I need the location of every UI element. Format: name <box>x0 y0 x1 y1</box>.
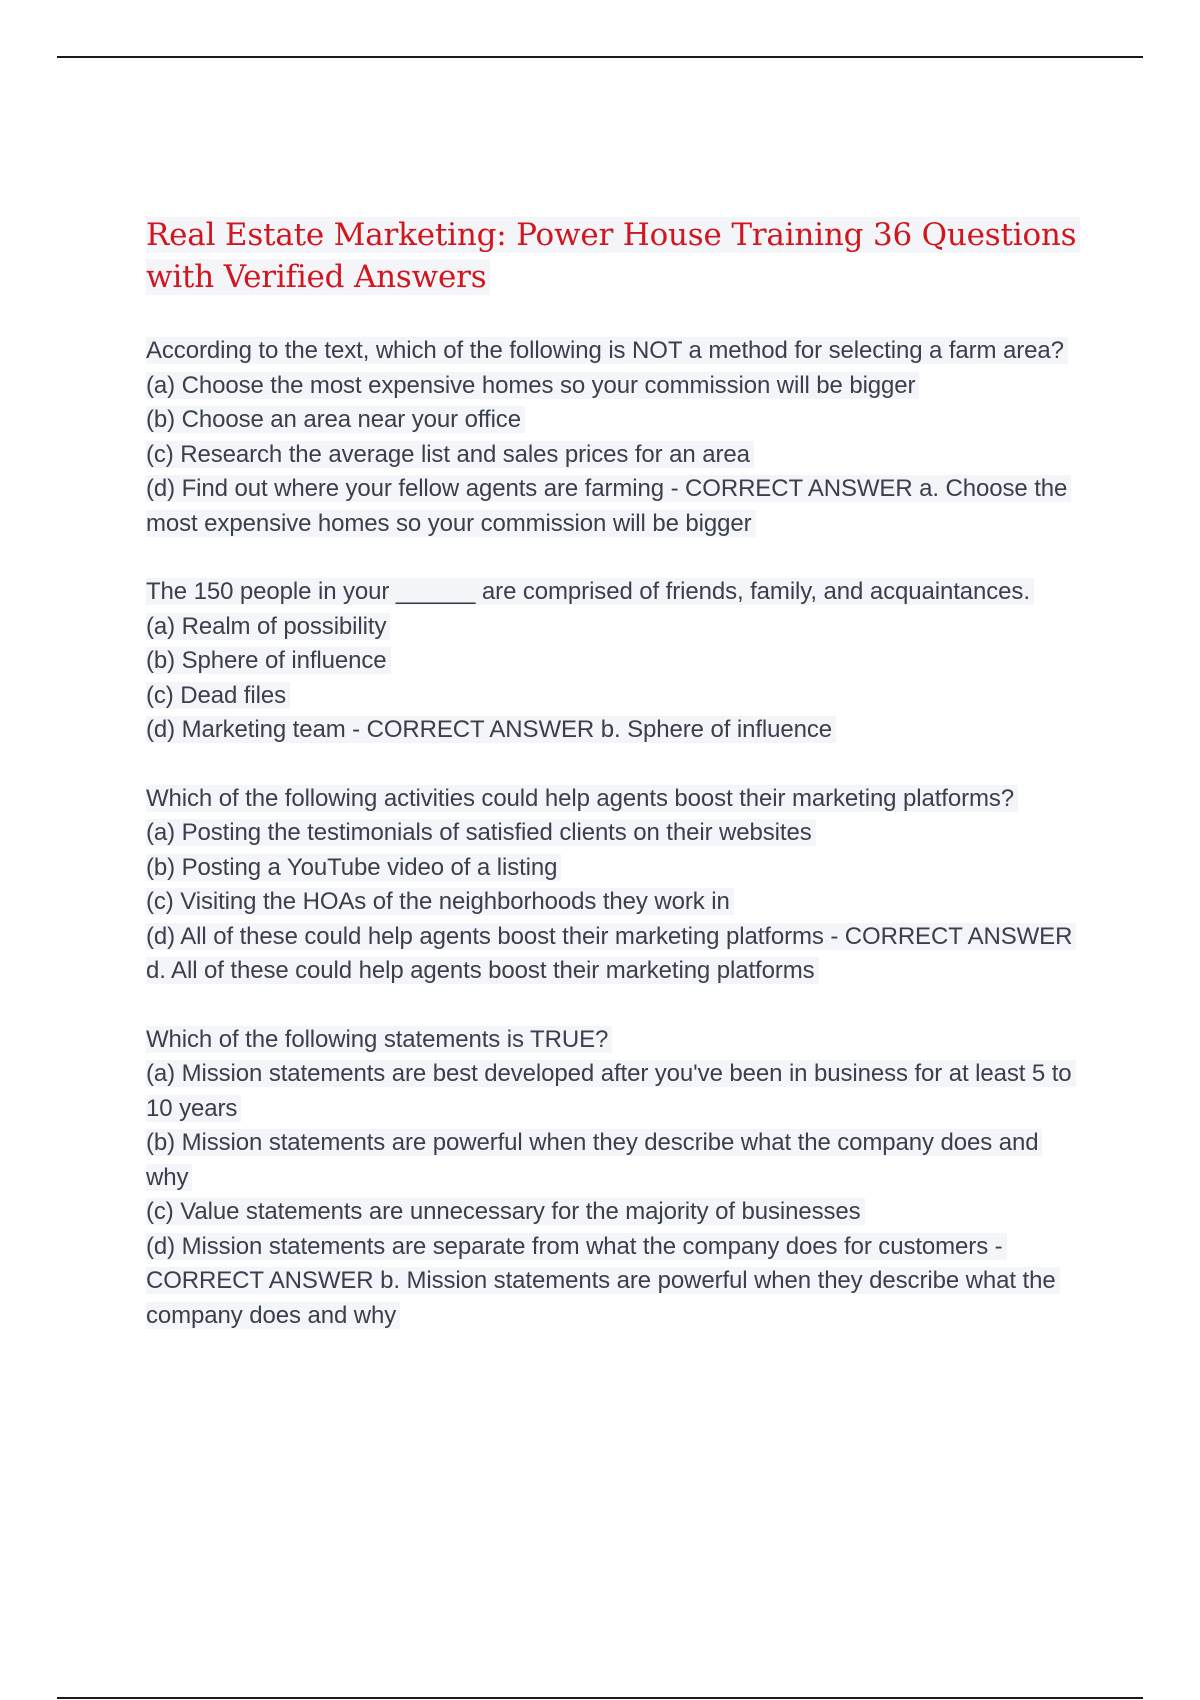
answer-option: (c) Research the average list and sales prices for an area <box>146 438 1086 473</box>
answer-option: (a) Posting the testimonials of satisfied clients on their websites <box>146 816 1086 851</box>
question-stem: Which of the following statements is TRUE? <box>146 1023 1086 1058</box>
answer-option-with-correct-answer: (d) All of these could help agents boost their marketing platforms - CORRECT ANSWER d. All of these could help agents boost their marketing platforms <box>146 920 1086 989</box>
question-stem: Which of the following activities could help agents boost their marketing platforms? <box>146 782 1086 817</box>
question-block <box>146 1023 1086 1334</box>
answer-option: (c) Dead files <box>146 679 1086 714</box>
answer-option: (a) Realm of possibility <box>146 610 1086 645</box>
top-rule <box>57 56 1143 58</box>
answer-option: (b) Mission statements are powerful when they describe what the company does and why <box>146 1126 1086 1195</box>
answer-option: (b) Sphere of influence <box>146 644 1086 679</box>
question-block <box>146 575 1086 748</box>
question-stem: The 150 people in your ______ are comprised of friends, family, and acquaintances. <box>146 575 1086 610</box>
answer-option: (a) Mission statements are best developed after you've been in business for at least 5 to 10 years <box>146 1057 1086 1126</box>
question-block <box>146 782 1086 989</box>
answer-option-with-correct-answer: (d) Find out where your fellow agents are farming - CORRECT ANSWER a. Choose the most expensive homes so your commission will be bigger <box>146 472 1086 541</box>
question-block <box>146 334 1086 541</box>
question-stem: According to the text, which of the following is NOT a method for selecting a farm area? <box>146 334 1086 369</box>
answer-option: (b) Choose an area near your office <box>146 403 1086 438</box>
bottom-rule <box>57 1697 1143 1699</box>
answer-option-with-correct-answer: (d) Marketing team - CORRECT ANSWER b. Sphere of influence <box>146 713 1086 748</box>
answer-option: (c) Visiting the HOAs of the neighborhoods they work in <box>146 885 1086 920</box>
answer-option: (b) Posting a YouTube video of a listing <box>146 851 1086 886</box>
document-title: Real Estate Marketing: Power House Training 36 Questions with Verified Answers <box>146 214 1086 298</box>
answer-option: (a) Choose the most expensive homes so your commission will be bigger <box>146 369 1086 404</box>
page-content <box>146 214 1086 1367</box>
answer-option: (c) Value statements are unnecessary for the majority of businesses <box>146 1195 1086 1230</box>
answer-option-with-correct-answer: (d) Mission statements are separate from what the company does for customers - CORRECT ANSWER b. Mission statements are powerful when they describe what the company does and why <box>146 1230 1086 1334</box>
